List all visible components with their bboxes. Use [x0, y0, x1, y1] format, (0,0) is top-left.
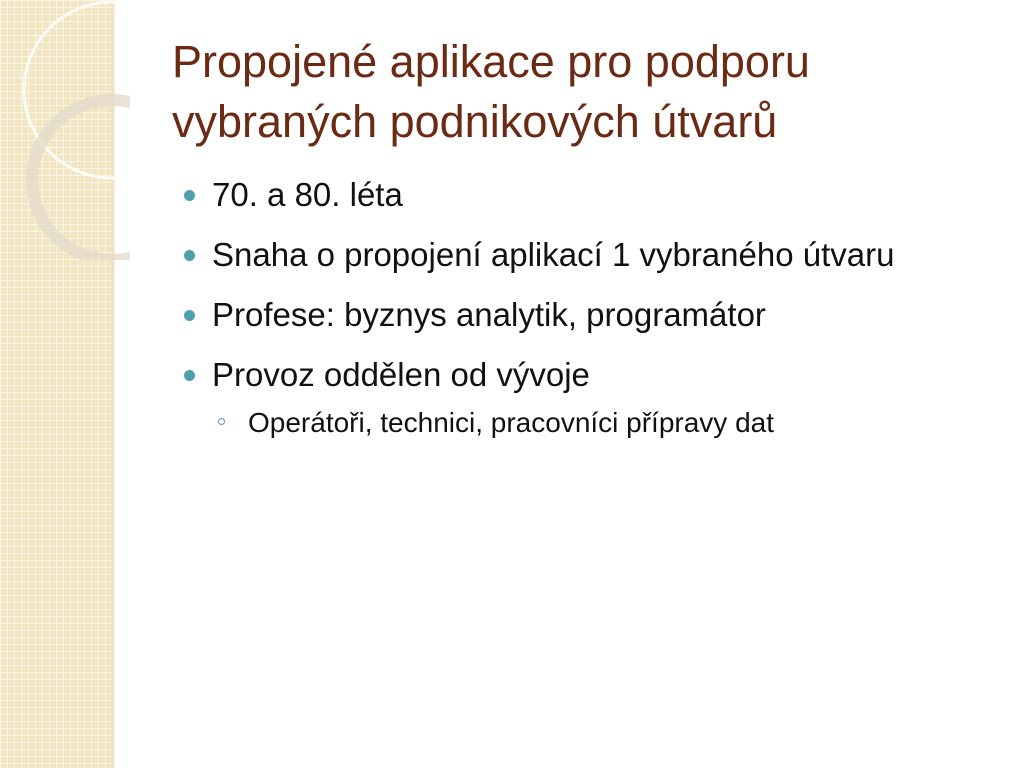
bullet-text: Snaha o propojení aplikací 1 vybraného útvaru	[212, 236, 895, 273]
bullet-item	[184, 290, 974, 340]
bullet-dot-icon	[184, 250, 195, 261]
bullet-item	[184, 230, 974, 280]
bullet-text: 70. a 80. léta	[212, 176, 403, 213]
bullet-dot-icon	[184, 370, 195, 381]
bullet-text: Profese: byznys analytik, programátor	[212, 296, 766, 333]
bullet-list	[184, 170, 974, 456]
bullet-item	[184, 170, 974, 220]
sub-bullet-list	[212, 400, 974, 446]
slide-title: Propojené aplikace pro podporu vybraných podnikových útvarů	[172, 36, 810, 147]
sub-bullet-text: Operátoři, technici, pracovníci přípravy dat	[248, 407, 775, 438]
bullet-dot-icon	[184, 310, 195, 321]
decorative-rings	[0, 0, 130, 260]
sub-bullet-item	[216, 400, 974, 446]
bullet-dot-icon	[184, 190, 195, 201]
bullet-text: Provoz oddělen od vývoje	[212, 356, 590, 393]
bullet-item	[184, 350, 974, 446]
sub-bullet-ring-icon	[218, 418, 225, 425]
